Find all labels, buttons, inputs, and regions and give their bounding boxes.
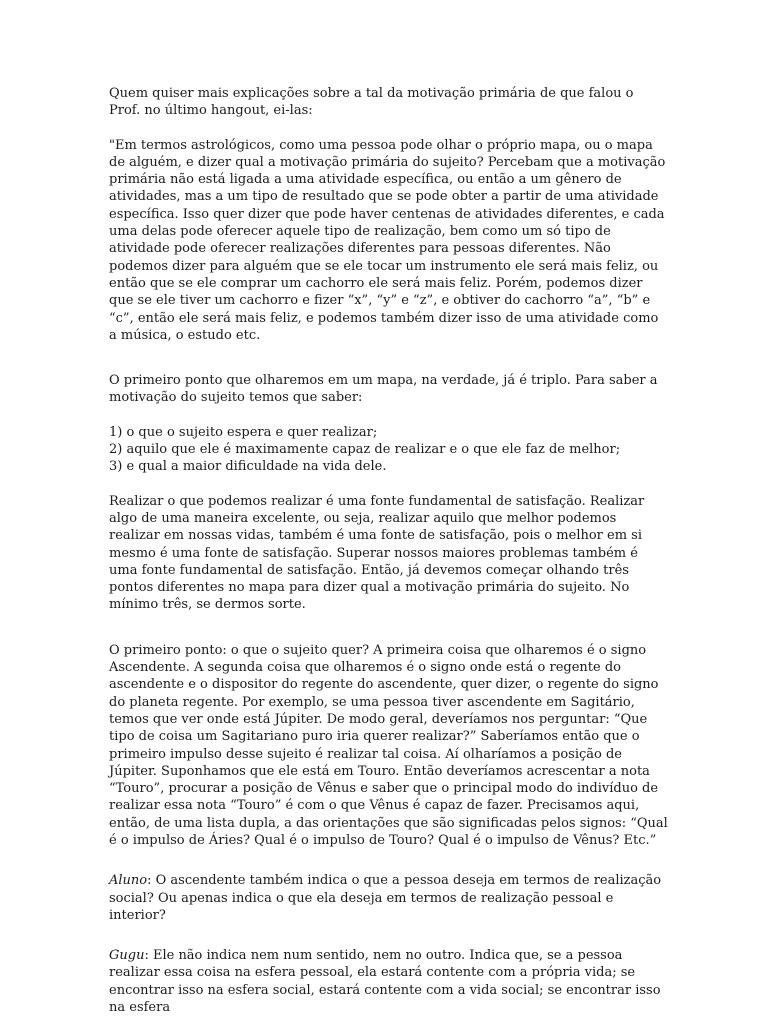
speaker-aluno: Aluno xyxy=(109,873,148,889)
aluno-text: : O ascendente também indica o que a pessoa deseja em termos de realização social? Ou apenas indica o que ela deseja em termos de realização pessoal e interior? xyxy=(109,873,662,923)
ascendente-paragraph: O primeiro ponto: o que o sujeito quer? A primeira coisa que olharemos é o signo Ascendente. A segunda coisa que olharemos é o signo onde está o regente do ascendente e o dispositor do regente do ascendente, quer dizer, o regente do signo do planeta regente. Por exemplo, se uma pessoa tiver ascendente em Sagitário, temos que ver onde está Júpiter. De modo geral, deveríamos nos perguntar: “Que tipo de coisa um Sagitariano puro iria querer realizar?” Saberíamos então que o primeiro impulso desse sujeito é realizar tal coisa. Aí olharíamos a posição de Júpiter. Suponhamos que ele está em Touro. Então deveríamos acrescentar a nota “Touro”, procurar a posição de Vênus e saber que o principal modo do indivíduo de realizar essa nota “Touro” é com o que Vênus é capaz de fazer. Precisamos aqui, então, de uma lista dupla, a das orientações que são significadas pelos signos: “Qual é o impulso de Áries? Qual é o impulso de Touro? Qual é o impulso de Vênus? Etc.” xyxy=(109,642,668,848)
first-point-paragraph: O primeiro ponto que olharemos em um mapa, na verdade, já é triplo. Para saber a motivação do sujeito temos que saber: xyxy=(109,373,658,406)
aluno-paragraph xyxy=(109,872,668,924)
list-item: 2) aquilo que ele é maximamente capaz de realizar e o que ele faz de melhor; xyxy=(109,442,621,458)
motivation-list xyxy=(109,424,668,476)
list-item: 3) e qual a maior dificuldade na vida dele. xyxy=(109,459,387,475)
realizar-paragraph: Realizar o que podemos realizar é uma fonte fundamental de satisfação. Realizar algo de uma maneira excelente, ou seja, realizar aquilo que melhor podemos realizar em nossas vidas, também é uma fonte de satisfação, pois o melhor em si mesmo é uma fonte de satisfação. Superar nossos maiores problemas também é uma fonte fundamental de satisfação. Então, já devemos começar olhando três pontos diferentes no mapa para dizer qual a motivação primária do sujeito. No mínimo três, se dermos sorte. xyxy=(109,493,645,613)
speaker-gugu: Gugu xyxy=(109,948,145,964)
intro-paragraph: Quem quiser mais explicações sobre a tal da motivação primária de que falou o Prof. no último hangout, ei-las: xyxy=(109,86,634,119)
quote-paragraph: "Em termos astrológicos, como uma pessoa pode olhar o próprio mapa, ou o mapa de alguém, e dizer qual a motivação primária do sujeito? Percebam que a motivação primária não está ligada a uma atividade específica, ou então a um gênero de atividades, mas a um tipo de resultado que se pode obter a partir de uma atividade específica. Isso quer dizer que pode haver centenas de atividades diferentes, e cada uma delas pode oferecer aquele tipo de realização, bem como um só tipo de atividade pode oferecer realizações diferentes para pessoas diferentes. Não podemos dizer para alguém que se ele tocar um instrumento ele será mais feliz, ou então que se ele comprar um cachorro ele será mais feliz. Porém, podemos dizer que se ele tiver um cachorro e fizer “x”, “y” e “z”, e obtiver do cachorro “a”, “b” e “c”, então ele será mais feliz, e podemos também dizer isso de uma atividade como a música, o estudo etc. xyxy=(109,137,666,343)
gugu-paragraph xyxy=(109,947,668,1016)
gugu-text: : Ele não indica nem num sentido, nem no outro. Indica que, se a pessoa realizar essa coisa na esfera pessoal, ela estará contente com a própria vida; se encontrar isso na esfera social, estará contente com a vida social; se encontrar isso na esfera xyxy=(109,948,661,1016)
list-item: 1) o que o sujeito espera e quer realizar; xyxy=(109,424,378,440)
